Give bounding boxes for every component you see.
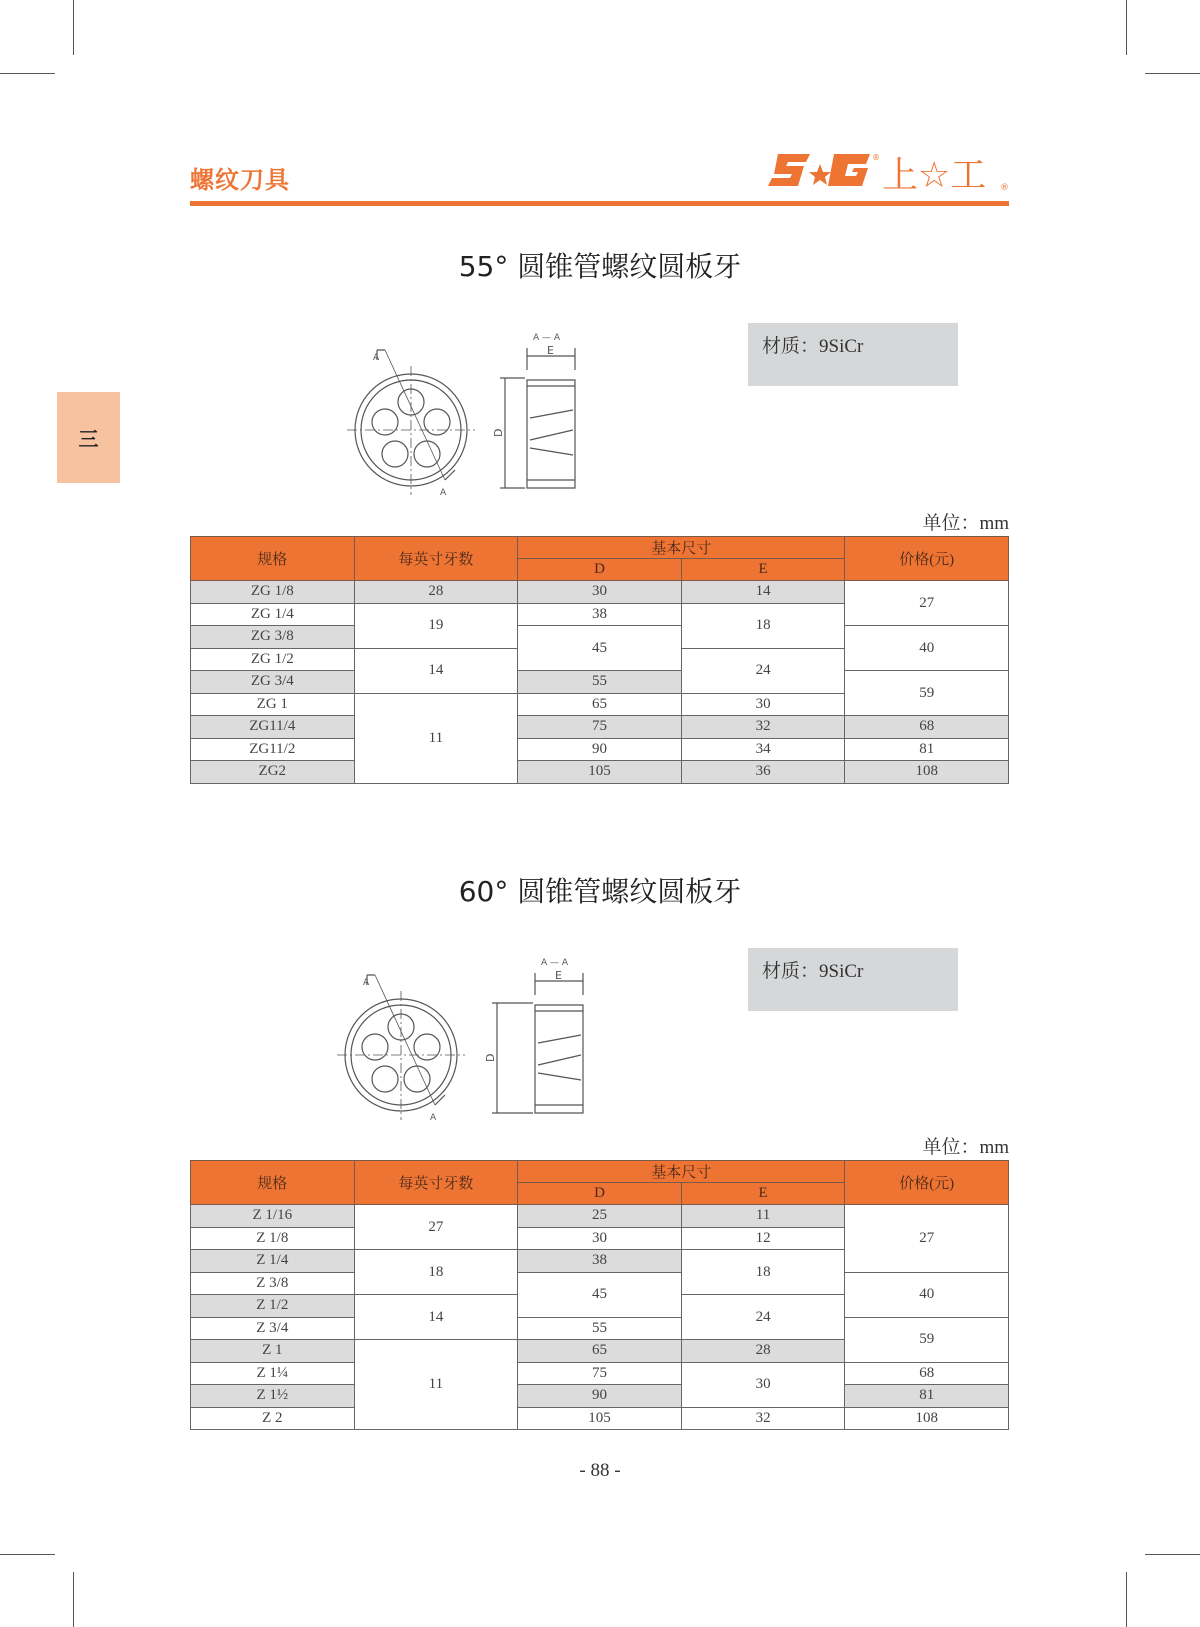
table-cell: 90 xyxy=(518,738,682,761)
table-cell: 59 xyxy=(845,1317,1009,1362)
material-box: 材质：9SiCr xyxy=(748,323,958,386)
svg-text:A: A xyxy=(430,1113,437,1123)
section-title: 55° 圆锥管螺纹圆板牙 xyxy=(458,250,742,283)
svg-text:E: E xyxy=(547,344,554,357)
col-spec: 规格 xyxy=(191,1161,355,1205)
table-cell: 90 xyxy=(518,1385,682,1408)
table-cell: 108 xyxy=(845,761,1009,784)
chapter-tab[interactable]: 三 xyxy=(57,392,120,483)
col-spec: 规格 xyxy=(191,537,355,581)
table-row xyxy=(191,1317,1009,1340)
table-cell: 105 xyxy=(518,1407,682,1430)
table-cell: ZG11/4 xyxy=(191,716,355,739)
table-cell: 30 xyxy=(518,581,682,604)
spec-table-60 xyxy=(190,1160,1009,1430)
table-cell: 68 xyxy=(845,716,1009,739)
crop-mark xyxy=(0,73,55,74)
svg-text:A: A xyxy=(373,353,380,363)
table-cell: 40 xyxy=(845,626,1009,671)
brand-cn-text: 上☆工 xyxy=(882,155,987,194)
table-cell: 45 xyxy=(518,626,682,671)
svg-text:A — A: A — A xyxy=(541,958,569,968)
crop-mark xyxy=(1145,73,1200,74)
table-row xyxy=(191,1407,1009,1430)
table-row xyxy=(191,671,1009,694)
crop-mark xyxy=(1145,1554,1200,1555)
crop-mark xyxy=(73,0,74,55)
svg-text:D: D xyxy=(484,1053,497,1062)
crop-mark xyxy=(0,1554,55,1555)
table-cell: 24 xyxy=(681,1295,845,1340)
table-cell: Z 1/2 xyxy=(191,1295,355,1318)
col-d: D xyxy=(518,559,682,581)
table-cell: Z 1½ xyxy=(191,1385,355,1408)
section-title: 60° 圆锥管螺纹圆板牙 xyxy=(458,875,742,908)
table-cell: 18 xyxy=(354,1250,518,1295)
table-row xyxy=(191,716,1009,739)
table-cell: Z 3/4 xyxy=(191,1317,355,1340)
table-cell: 25 xyxy=(518,1205,682,1228)
table-cell: 11 xyxy=(354,1340,518,1430)
table-cell: Z 1 xyxy=(191,1340,355,1363)
table-row xyxy=(191,1385,1009,1408)
table-row xyxy=(191,1272,1009,1295)
table-cell: 34 xyxy=(681,738,845,761)
table-cell: 14 xyxy=(354,1295,518,1340)
table-row xyxy=(191,626,1009,649)
table-cell: 36 xyxy=(681,761,845,784)
crop-mark xyxy=(1126,0,1127,55)
table-cell: 32 xyxy=(681,1407,845,1430)
table-cell: 24 xyxy=(681,648,845,693)
die-drawing xyxy=(345,330,605,500)
table-cell: 18 xyxy=(681,1250,845,1295)
table-cell: 75 xyxy=(518,716,682,739)
table-cell: ZG 3/4 xyxy=(191,671,355,694)
col-e: E xyxy=(681,1183,845,1205)
table-cell: 68 xyxy=(845,1362,1009,1385)
table-cell: 11 xyxy=(681,1205,845,1228)
table-row xyxy=(191,1362,1009,1385)
crop-mark xyxy=(1126,1572,1127,1627)
table-cell: 14 xyxy=(681,581,845,604)
table-cell: 28 xyxy=(681,1340,845,1363)
col-d: D xyxy=(518,1183,682,1205)
col-tpi: 每英寸牙数 xyxy=(354,537,518,581)
svg-text:®: ® xyxy=(872,153,880,162)
table-cell: 18 xyxy=(681,603,845,648)
page-number: - 88 - xyxy=(579,1460,621,1481)
die-drawing xyxy=(335,955,595,1125)
category-title: 螺纹刀具 xyxy=(190,166,290,194)
table-cell: Z 2 xyxy=(191,1407,355,1430)
table-cell: 55 xyxy=(518,1317,682,1340)
table-cell: 59 xyxy=(845,671,1009,716)
table-cell: 30 xyxy=(518,1227,682,1250)
table-cell: 40 xyxy=(845,1272,1009,1317)
table-cell: 65 xyxy=(518,1340,682,1363)
col-basic-size: 基本尺寸 xyxy=(518,1161,845,1183)
unit-label: 单位：mm xyxy=(922,513,1009,534)
table-cell: ZG 1 xyxy=(191,693,355,716)
table-cell: Z 1/4 xyxy=(191,1250,355,1273)
table-cell: 27 xyxy=(845,1205,1009,1273)
svg-text:E: E xyxy=(555,969,562,982)
table-cell: ZG 1/4 xyxy=(191,603,355,626)
svg-text:®: ® xyxy=(1000,183,1009,193)
table-cell: 27 xyxy=(354,1205,518,1250)
table-row xyxy=(191,1205,1009,1228)
header-rule xyxy=(190,201,1009,206)
table-cell: 38 xyxy=(518,1250,682,1273)
table-cell: 75 xyxy=(518,1362,682,1385)
table-cell: 19 xyxy=(354,603,518,648)
table-row xyxy=(191,761,1009,784)
col-price: 价格(元) xyxy=(845,1161,1009,1205)
svg-text:A: A xyxy=(363,978,370,988)
table-cell: 55 xyxy=(518,671,682,694)
svg-text:D: D xyxy=(492,428,505,437)
table-cell: 32 xyxy=(681,716,845,739)
table-cell: 105 xyxy=(518,761,682,784)
table-cell: 108 xyxy=(845,1407,1009,1430)
table-cell: Z 1/16 xyxy=(191,1205,355,1228)
table-cell: ZG 1/2 xyxy=(191,648,355,671)
table-cell: Z 1¼ xyxy=(191,1362,355,1385)
unit-label: 单位：mm xyxy=(922,1137,1009,1158)
col-tpi: 每英寸牙数 xyxy=(354,1161,518,1205)
table-cell: 81 xyxy=(845,738,1009,761)
table-row xyxy=(191,738,1009,761)
spec-table-55 xyxy=(190,536,1009,784)
table-cell: 28 xyxy=(354,581,518,604)
table-cell: ZG 1/8 xyxy=(191,581,355,604)
table-cell: 12 xyxy=(681,1227,845,1250)
col-price: 价格(元) xyxy=(845,537,1009,581)
table-cell: ZG11/2 xyxy=(191,738,355,761)
col-basic-size: 基本尺寸 xyxy=(518,537,845,559)
table-cell: 65 xyxy=(518,693,682,716)
table-cell: 27 xyxy=(845,581,1009,626)
svg-text:A: A xyxy=(440,488,447,498)
col-e: E xyxy=(681,559,845,581)
material-box: 材质：9SiCr xyxy=(748,948,958,1011)
table-cell: 81 xyxy=(845,1385,1009,1408)
svg-text:A — A: A — A xyxy=(533,333,561,343)
table-cell: ZG2 xyxy=(191,761,355,784)
table-row xyxy=(191,581,1009,604)
table-cell: ZG 3/8 xyxy=(191,626,355,649)
table-cell: 30 xyxy=(681,1362,845,1407)
brand-logo xyxy=(768,150,1013,198)
table-cell: 30 xyxy=(681,693,845,716)
table-cell: 11 xyxy=(354,693,518,783)
crop-mark xyxy=(73,1572,74,1627)
table-cell: 14 xyxy=(354,648,518,693)
table-cell: 45 xyxy=(518,1272,682,1317)
table-cell: Z 3/8 xyxy=(191,1272,355,1295)
table-cell: 38 xyxy=(518,603,682,626)
table-cell: Z 1/8 xyxy=(191,1227,355,1250)
